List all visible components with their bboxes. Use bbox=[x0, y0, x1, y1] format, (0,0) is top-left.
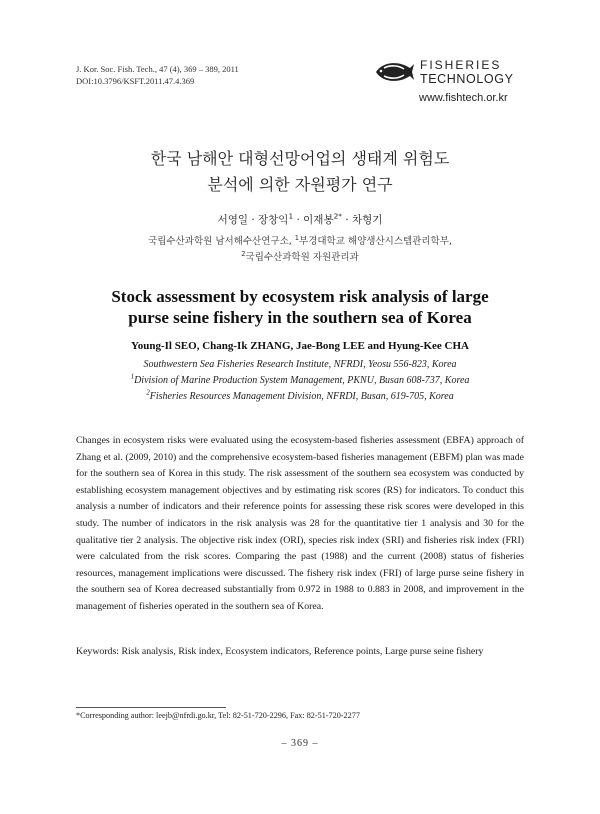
logo-word-fisheries: FISHERIES bbox=[420, 58, 502, 72]
journal-header bbox=[76, 63, 239, 87]
page-number: – 369 – bbox=[281, 738, 319, 749]
keywords: Keywords: Risk analysis, Risk index, Ecosystem indicators, Reference points, Large purse seine fishery bbox=[76, 646, 484, 657]
affiliation-sup: 2 bbox=[146, 388, 150, 397]
english-authors: Young-Il SEO, Chang-Ik ZHANG, Jae-Bong LEE and Hyung-Kee CHA bbox=[130, 340, 469, 352]
affiliation-sup: 1 bbox=[130, 372, 135, 381]
affiliation-text: 국립수산과학원 자원관리과 bbox=[245, 252, 359, 263]
affiliation-text: Fisheries Resources Management Division, NFRDI, Busan, 619-705, Korea bbox=[149, 391, 454, 402]
english-title-line-2: purse seine fishery in the southern sea of Korea bbox=[128, 308, 472, 327]
journal-citation: J. Kor. Soc. Fish. Tech., 47 (4), 369 – 389, 2011 bbox=[76, 64, 239, 74]
affiliation-text: Division of Marine Production System Management, PKNU, Busan 608-737, Korea bbox=[134, 375, 470, 386]
affiliation-sup: 2 bbox=[241, 249, 246, 258]
korean-title-line-1: 한국 남해안 대형선망어업의 생태계 위험도 bbox=[150, 149, 450, 168]
affiliation-sup: 1 bbox=[294, 233, 300, 242]
abstract: Changes in ecosystem risks were evaluated using the ecosystem-based fisheries assessment (EBFA) approach of Zhang et al. (2009, 2010) and the comprehensive ecosystem-based fisheries management (EBFM) plan was made for the southern sea of Korea in this study. The risk assessment of the southern sea ecosystem was conducted by establishing ecosystem management objectives and by estimating risk scores (RS) for indicators. To conduct this analysis a number of indicators and their reference points for assessing these risk scores were developed in this study. The number of indicators in the risk analysis was 28 for the quantitative tier 1 analysis and 30 for the qualitative tier 2 analysis. The objective risk index (ORI), species risk index (SRI) and fisheries risk index (FRI) were calculated from the risk scores. Comparing the past (1988) and the current (2008) status of fisheries resources, management implications were discussed. The fishery risk index (FRI) of large purse seine fishery in the southern sea of Korea decreased substantially from 0.972 in 1988 to 0.883 in 2008, and improvement in the management of fisheries operated in the southern sea of Korea. bbox=[76, 435, 524, 612]
corresponding-author-footnote: *Corresponding author: leejb@nfrdi.go.kr, Tel: 82-51-720-2296, Fax: 82-51-720-2277 bbox=[76, 711, 360, 720]
english-title-line-1: Stock assessment by ecosystem risk analysis of large bbox=[111, 287, 489, 306]
fish-logo-icon bbox=[372, 58, 416, 86]
logo-word-technology: TECHNOLOGY bbox=[420, 72, 514, 86]
english-affiliation-3 bbox=[0, 388, 600, 402]
author-sup: 1 bbox=[288, 211, 294, 221]
korean-author-1-2: 서영일 · 장창익 bbox=[217, 214, 289, 226]
korean-title-line-2: 분석에 의한 자원평가 연구 bbox=[207, 175, 393, 194]
korean-affiliation-line-2 bbox=[0, 249, 600, 263]
doi: DOI:10.3796/KSFT.2011.47.4.369 bbox=[76, 76, 195, 86]
korean-author-4: · 차형기 bbox=[341, 214, 383, 226]
affiliation-text: 국립수산과학원 남서해수산연구소, bbox=[148, 236, 295, 247]
korean-affiliation-line-1 bbox=[0, 233, 600, 247]
author-sup: 2* bbox=[333, 211, 342, 221]
footnote-divider bbox=[76, 707, 226, 708]
affiliation-text: 부경대학교 해양생산시스템관리학부, bbox=[299, 236, 452, 247]
korean-author-3: · 이재봉 bbox=[293, 214, 334, 226]
english-affiliation-2 bbox=[0, 372, 600, 386]
english-affiliation-1: Southwestern Sea Fisheries Research Institute, NFRDI, Yeosu 556-823, Korea bbox=[143, 359, 457, 370]
korean-authors bbox=[0, 212, 600, 227]
journal-url[interactable]: www.fishtech.or.kr bbox=[419, 92, 508, 104]
journal-logo bbox=[372, 56, 532, 108]
